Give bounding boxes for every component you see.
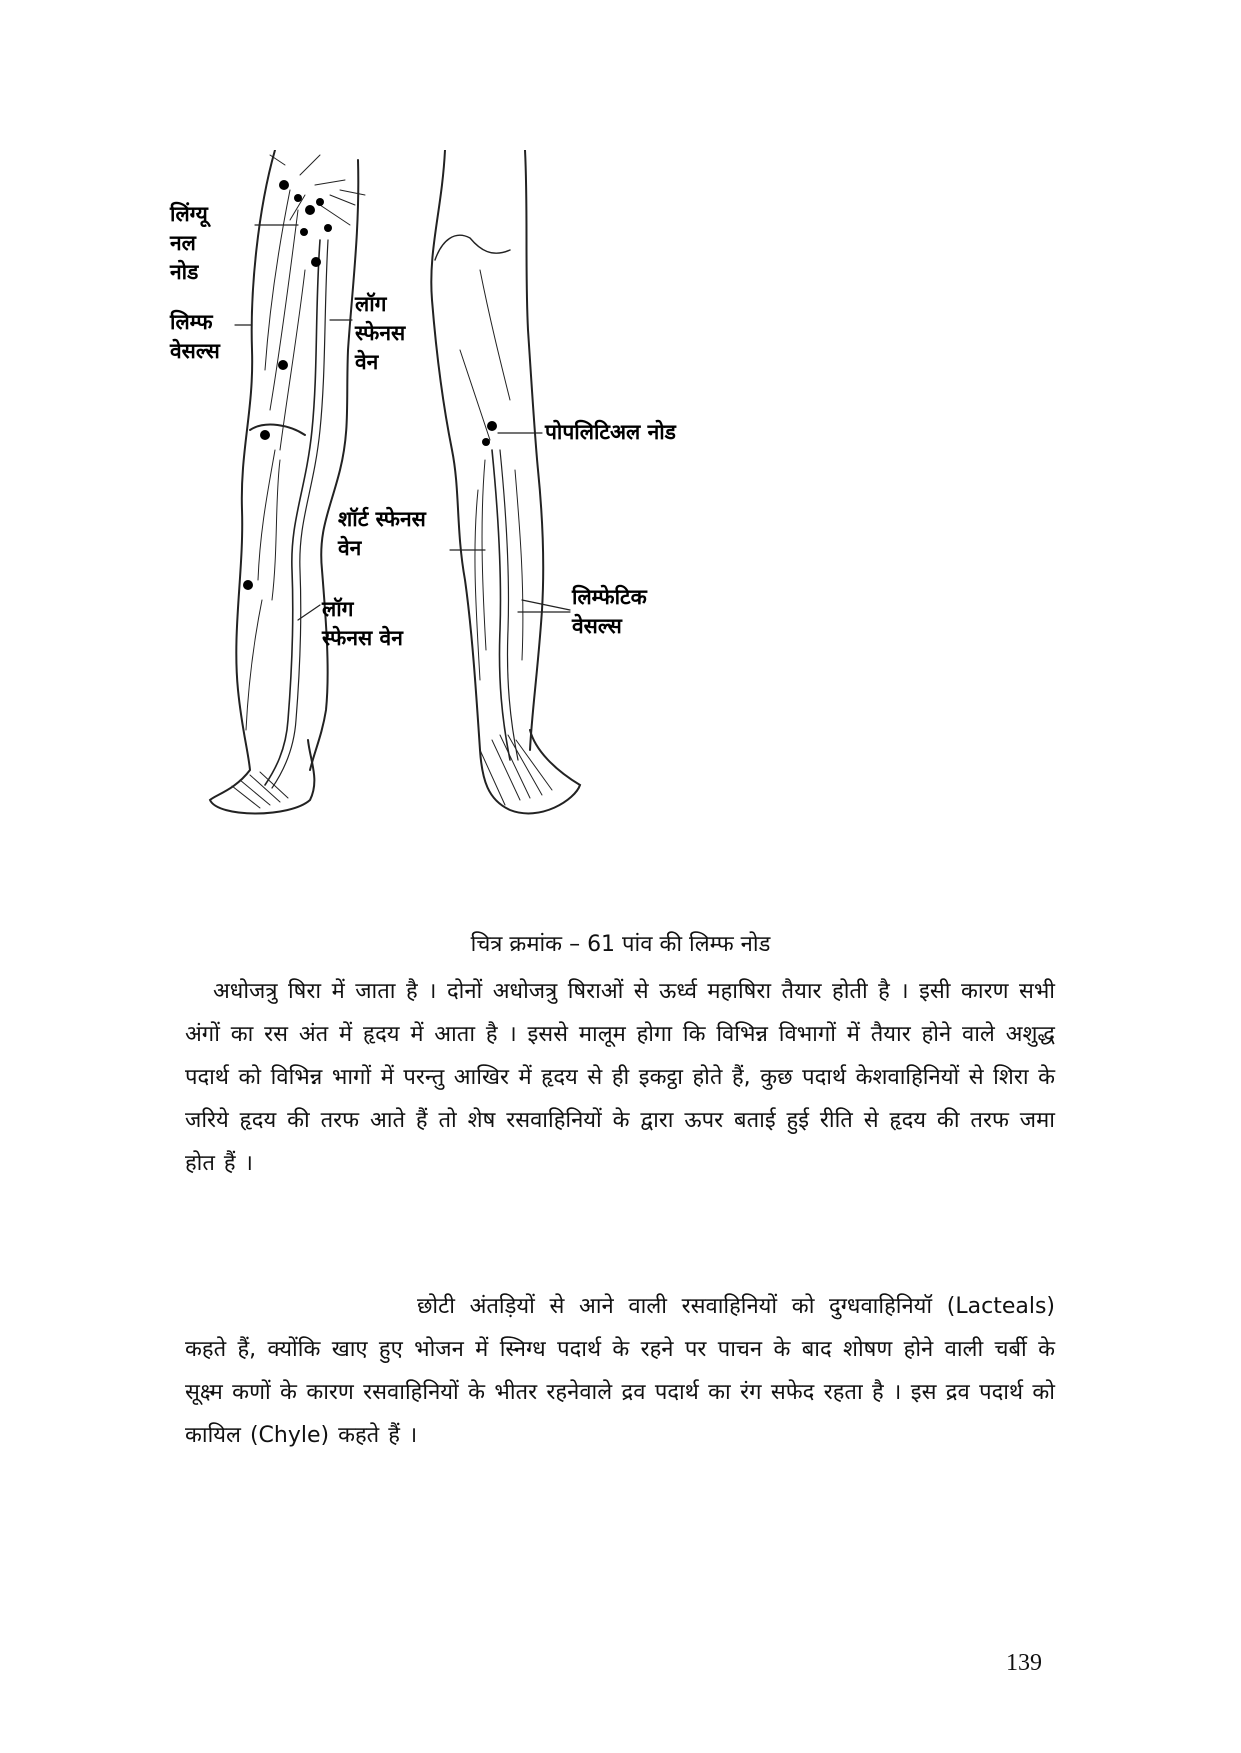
label-lymphatic-vessels: लिम्फेटिक वेसल्स [572, 585, 647, 638]
page-number: 139 [1006, 1650, 1042, 1676]
left-long-saphenous-vein-2 [272, 240, 328, 788]
label-long-saphenous-lower: लॉग स्फेनस वेन [322, 597, 403, 650]
lymph-node-7 [311, 257, 321, 267]
label-popliteal-node: पोपलिटिअल नोड [545, 420, 676, 444]
right-leg-outline-inner [525, 150, 543, 750]
legs-illustration [180, 150, 820, 910]
popliteal-node-1 [487, 421, 497, 431]
groin-lymph-branches [270, 155, 365, 225]
lymph-node-4 [316, 198, 324, 206]
left-leg-outline-outer [210, 150, 314, 814]
leader-lymphatic [518, 600, 570, 612]
left-foot-hatch [232, 772, 288, 808]
leg-lymph-node-figure [170, 150, 820, 910]
popliteal-node-2 [482, 438, 490, 446]
label-lingual-node: लिंग्यू नल नोड [170, 202, 208, 284]
label-lymph-vessels: लिम्फ वेसल्स [170, 310, 220, 363]
lymph-node-5 [324, 224, 332, 232]
lymph-node-10 [243, 580, 253, 590]
label-short-saphenous-vein: शॉर्ट स्फेनस वेन [338, 507, 426, 560]
right-short-saphenous-vein [492, 450, 510, 760]
lymph-node-2 [294, 194, 302, 202]
right-thigh-lines [460, 270, 510, 440]
lymph-node-1 [279, 180, 289, 190]
paragraph-1: अधोजत्रु षिरा में जाता है । दोनों अधोजत्रु षिराओं से ऊर्ध्व महाषिरा तैयार होती है । इसी कारण सभी अंगों का रस अंत में हृदय में आता है । इससे मालूम होगा कि विभिन्न विभागों में तैयार होने वाले अशुद्ध पदार्थ को विभिन्न भागों में परन्तु आखिर में हृदय से ही इकट्ठा होते हैं, कुछ पदार्थ केशवाहिनियों से शिरा के जरिये हृदय की तरफ आते हैं तो शेष रसवाहिनियों के द्वारा ऊपर बताई हुई रीति से हृदय की तरफ जमा होत हैं । [185, 979, 1055, 1176]
lymph-node-3 [305, 205, 315, 215]
lymph-node-8 [278, 360, 288, 370]
figure-caption: चित्र क्रमांक – 61 पांव की लिम्फ नोड [470, 932, 771, 957]
label-long-saphenous-upper: लॉग स्फेनस वेन [355, 292, 406, 374]
paragraph-2: छोटी अंतड़ियों से आने वाली रसवाहिनियों को दुग्धवाहिनियॉ (Lacteals) कहते हैं, क्योंकि खाए हुए भोजन में स्निग्ध पदार्थ के रहने पर पाचन के बाद शोषण होने वाली चर्बी के सूक्ष्म कणों के कारण रसवाहिनियों के भीतर रहनेवाले द्रव पदार्थ का रंग सफेद रहता है । इस द्रव पदार्थ को कायिल (Chyle) कहते हैं । [185, 1294, 1055, 1448]
right-leg-outline-outer [431, 150, 580, 813]
right-gluteal-fold [435, 235, 510, 260]
lymph-node-9 [260, 430, 270, 440]
left-long-saphenous-vein [265, 240, 320, 785]
lymph-node-6 [300, 228, 308, 236]
left-knee-contour [250, 425, 305, 435]
left-leg-outline-inner [310, 160, 358, 770]
